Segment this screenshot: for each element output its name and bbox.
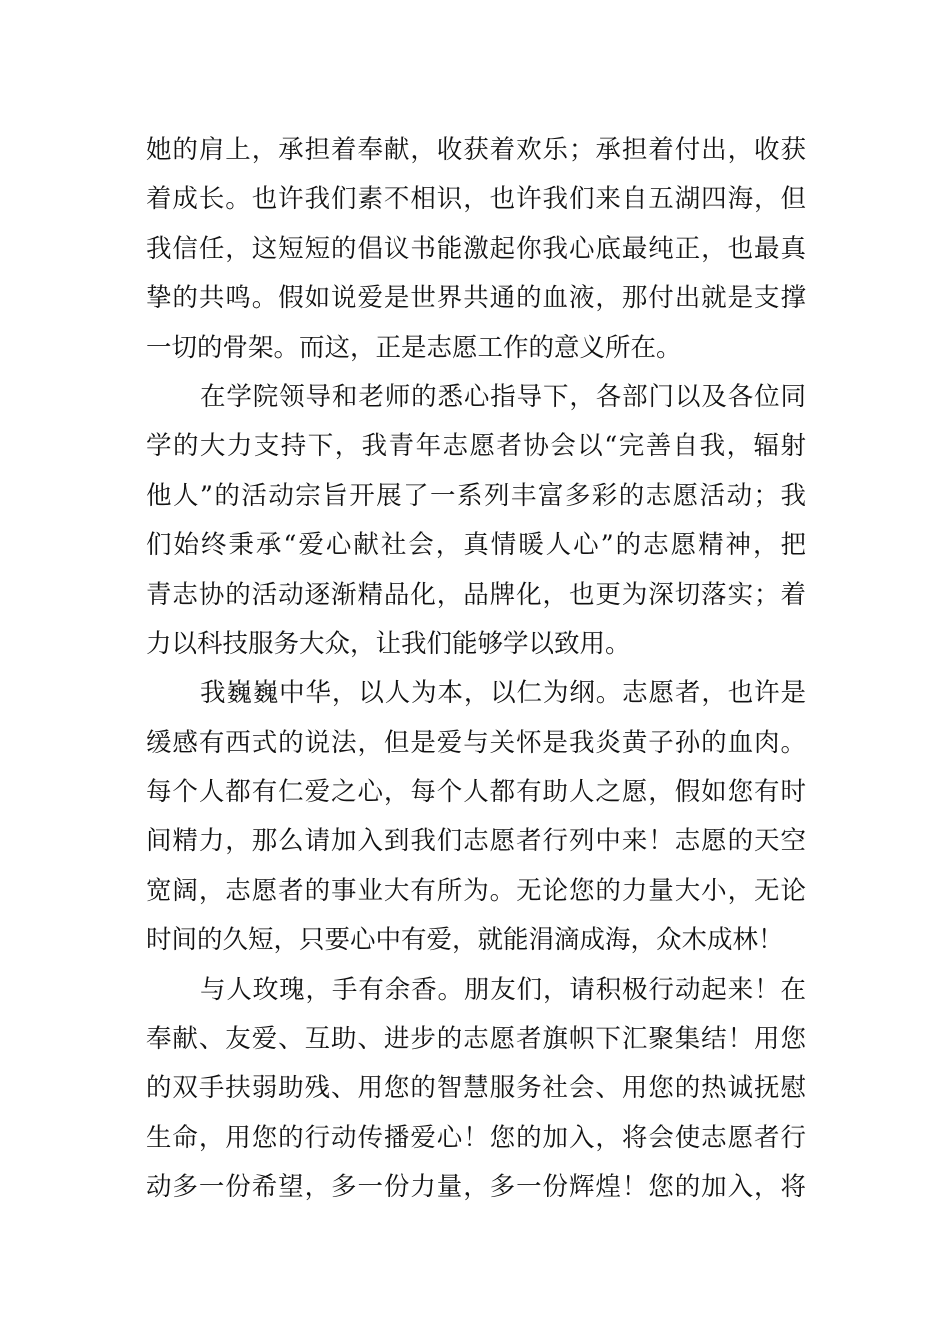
text-line: 我信任，这短短的倡议书能激起你我心底最纯正，也最真 [146,233,806,264]
paragraph-first-line: 在学院领导和老师的悉心指导下，各部门以及各位同 [200,381,806,412]
text-line: 动多一份希望，多一份力量，多一份辉煌！您的加入，将 [146,1172,806,1203]
text-line: 力以科技服务大众，让我们能够学以致用。 [146,628,631,659]
document-body [146,126,806,1213]
text-line: 学的大力支持下，我青年志愿者协会以“完善自我，辐射 [146,431,806,462]
text-line: 间精力，那么请加入到我们志愿者行列中来！志愿的天空 [146,826,806,857]
text-line: 时间的久短，只要心中有爱，就能涓滴成海，众木成林！ [146,925,784,956]
text-line: 着成长。也许我们素不相识，也许我们来自五湖四海，但 [146,184,806,215]
text-line: 奉献、友爱、互助、进步的志愿者旗帜下汇聚集结！用您 [146,1024,806,1055]
paragraph-first-line: 我巍巍中华，以人为本，以仁为纲。志愿者，也许是 [200,678,806,709]
text-line: 他人”的活动宗旨开展了一系列丰富多彩的志愿活动；我 [146,480,806,511]
text-line: 生命，用您的行动传播爱心！您的加入，将会使志愿者行 [146,1122,806,1153]
text-line: 青志协的活动逐渐精品化，品牌化，也更为深切落实；着 [146,579,806,610]
text-line: 每个人都有仁爱之心，每个人都有助人之愿，假如您有时 [146,777,806,808]
text-line: 挚的共鸣。假如说爱是世界共通的血液，那付出就是支撑 [146,283,806,314]
text-line: 她的肩上，承担着奉献，收获着欢乐；承担着付出，收获 [146,135,806,165]
text-line: 的双手扶弱助残、用您的智慧服务社会、用您的热诚抚慰 [146,1073,806,1104]
paragraph-first-line: 与人玫瑰，手有余香。朋友们，请积极行动起来！在 [200,974,806,1005]
text-line: 缓感有西式的说法，但是爱与关怀是我炎黄子孙的血肉。 [146,727,806,758]
text-line: 们始终秉承“爱心献社会，真情暖人心”的志愿精神，把 [146,530,806,561]
text-line: 宽阔，志愿者的事业大有所为。无论您的力量大小，无论 [146,875,806,906]
text-line: 一切的骨架。而这，正是志愿工作的意义所在。 [146,332,682,363]
